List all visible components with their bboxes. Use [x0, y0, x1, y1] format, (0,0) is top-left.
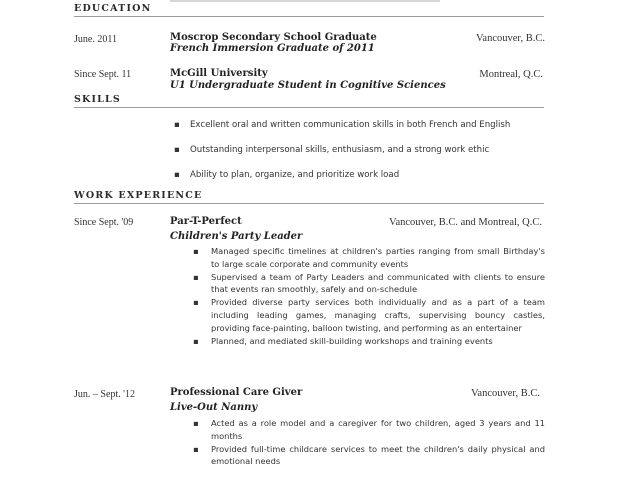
skill-item: ▪ Outstanding interpersonal skills, enthusiasm, and a strong work ethic — [174, 145, 490, 155]
education-program: French Immersion Graduate of 2011 — [170, 43, 375, 54]
skill-item: ▪ Excellent oral and written communication skills in both French and English — [174, 120, 511, 130]
job-location: Vancouver, B.C. — [471, 388, 540, 399]
job-duties-list — [193, 245, 545, 347]
list-item: ▪ Supervised a team of Party Leaders and communicated with clients to ensure that events ran smoothly, safely and on-schedule — [193, 271, 545, 295]
job-employer: Par-T-Perfect — [170, 216, 242, 227]
education-location: Vancouver, B.C. — [476, 33, 545, 44]
bullet-icon: ▪ — [174, 170, 180, 180]
job-employer: Professional Care Giver — [170, 387, 303, 398]
bullet-icon: ▪ — [193, 418, 199, 428]
bullet-icon: ▪ — [193, 297, 199, 308]
job-role: Children's Party Leader — [170, 231, 303, 242]
list-item: ▪ Provided full-time childcare services to meet the children's daily physical and emotional needs — [193, 443, 545, 467]
list-item: ▪ Planned, and mediated skill-building workshops and training events — [193, 335, 493, 346]
work-experience-heading: WORK EXPERIENCE — [74, 190, 544, 204]
education-date: June. 2011 — [74, 34, 117, 45]
list-item: ▪ Managed specific timelines at children's parties ranging from small Birthday's to large scale corporate and community events — [193, 246, 545, 269]
bullet-icon: ▪ — [174, 120, 180, 130]
list-item: ▪ Provided diverse party services both individually and as a part of a team including leading games, managing crafts, supervising bouncy castles, providing face-painting, balloon twisting, and performing as an entertainer — [193, 297, 545, 333]
job-location: Vancouver, B.C. and Montreal, Q.C. — [389, 217, 542, 228]
education-date: Since Sept. 11 — [74, 69, 132, 80]
cropped-header-rule — [170, 0, 440, 2]
bullet-icon: ▪ — [193, 271, 199, 282]
bullet-icon: ▪ — [193, 246, 199, 256]
education-school: Moscrop Secondary School Graduate — [170, 32, 377, 43]
skills-heading: SKILLS — [74, 94, 544, 108]
education-program: U1 Undergraduate Student in Cognitive Sciences — [170, 80, 446, 91]
job-duties-list — [193, 417, 545, 468]
job-date: Jun. – Sept. '12 — [74, 389, 135, 400]
education-school: McGill University — [170, 68, 268, 79]
job-date: Since Sept. '09 — [74, 217, 134, 228]
education-location: Montreal, Q.C. — [479, 69, 543, 80]
bullet-icon: ▪ — [193, 335, 199, 346]
skill-item: ▪ Ability to plan, organize, and prioritize work load — [174, 170, 400, 180]
bullet-icon: ▪ — [193, 443, 199, 454]
job-role: Live-Out Nanny — [170, 402, 258, 413]
list-item: ▪ Acted as a role model and a caregiver for two children, aged 3 years and 11 months — [193, 418, 545, 441]
education-heading: EDUCATION — [74, 3, 544, 17]
bullet-icon: ▪ — [174, 145, 180, 155]
